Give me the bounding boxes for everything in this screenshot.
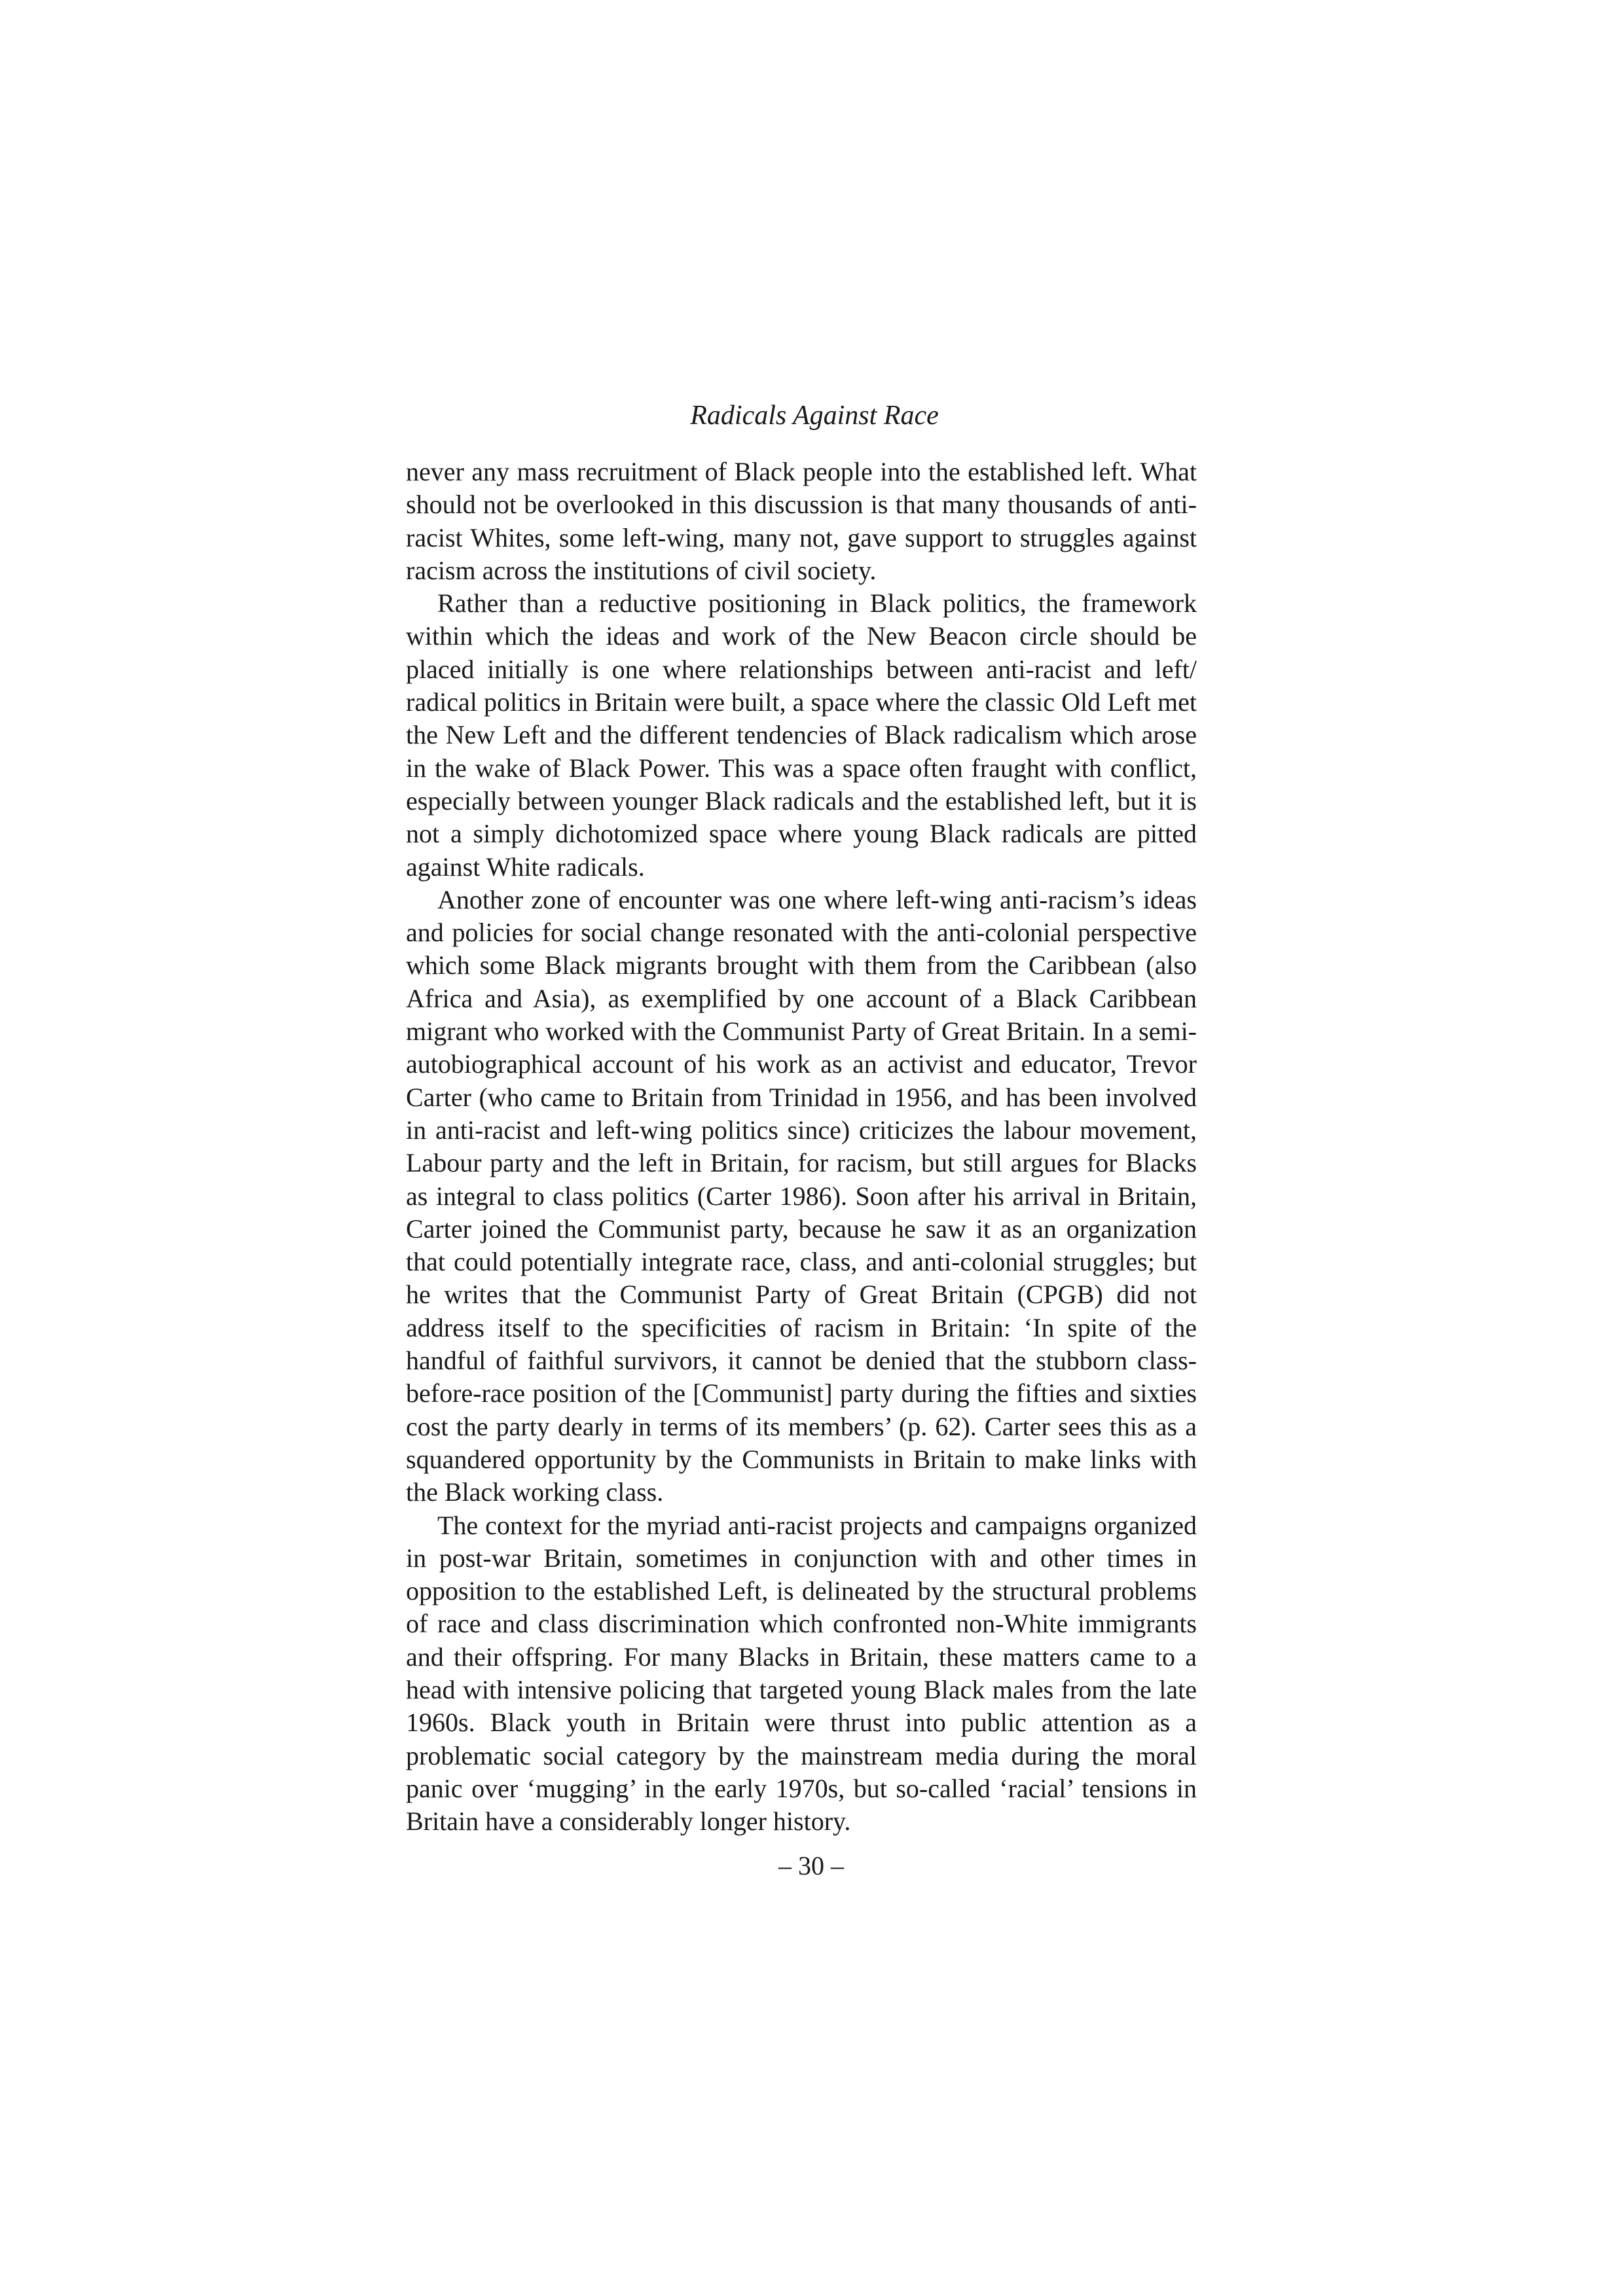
paragraph-framework: Rather than a reductive positioning in Black politics, the framework within which the ideas and work of the New Beacon circle should be placed initially is one where relationships between anti-racist and left/ radical politics in Britain were built, a space where the classic Old Left met the New Left and the different tendencies of Black radicalism which arose in the wake of Black Power. This was a space often fraught with conflict, especially between younger Black radicals and the established left, but it is not a simply dichotomized space where young Black radicals are pitted against White radicals. [406, 588, 1197, 882]
page-number: – 30 – [778, 1851, 844, 1881]
book-page [406, 399, 1197, 1882]
paragraph-context: The context for the myriad anti-racist projects and campaigns organized in post-war Britain, sometimes in conjunction with and other times in opposition to the established Left, is delineated by the structural problems of race and class discrimination which confronted non-White immigrants and their offspring. For many Blacks in Britain, these matters came to a head with intensive policing that targeted young Black males from the late 1960s. Black youth in Britain were thrust into public attention as a problematic social category by the mainstream media during the moral panic over ‘mugging’ in the early 1970s, but so-called ‘racial’ tensions in Britain have a considerably longer history. [406, 1510, 1197, 1837]
running-head: Radicals Against Race [690, 401, 939, 431]
body-text [406, 456, 1197, 1838]
paragraph-continued: never any mass recruitment of Black people into the established left. What should not be overlooked in this discussion is that many thousands of anti-racist Whites, some left-wing, many not, gave support to struggles against racism across the institutions of civil society. [406, 457, 1197, 585]
paragraph-zone-of-encounter: Another zone of encounter was one where left-wing anti-racism’s ideas and policies for social change resonated with the anti-colonial perspective which some Black migrants brought with them from the Caribbean (also Africa and Asia), as exemplified by one account of a Black Caribbean migrant who worked with the Communist Party of Great Britain. In a semi-autobiographical account of his work as an activist and educator, Trevor Carter (who came to Britain from Trinidad in 1956, and has been involved in anti-racist and left-wing politics since) criticizes the labour movement, Labour party and the left in Britain, for racism, but still argues for Blacks as integral to class politics (Carter 1986). Soon after his arrival in Britain, Carter joined the Communist party, because he saw it as an organization that could potentially integrate race, class, and anti-colonial struggles; but he writes that the Communist Party of Great Britain (CPGB) did not address itself to the specificities of racism in Britain: ‘In spite of the handful of faithful survivors, it cannot be denied that the stubborn class-before-race position of the [Communist] party during the fifties and sixties cost the party dearly in terms of its members’ (p. 62). Carter sees this as a squandered opportunity by the Communists in Britain to make links with the Black working class. [406, 884, 1197, 1507]
